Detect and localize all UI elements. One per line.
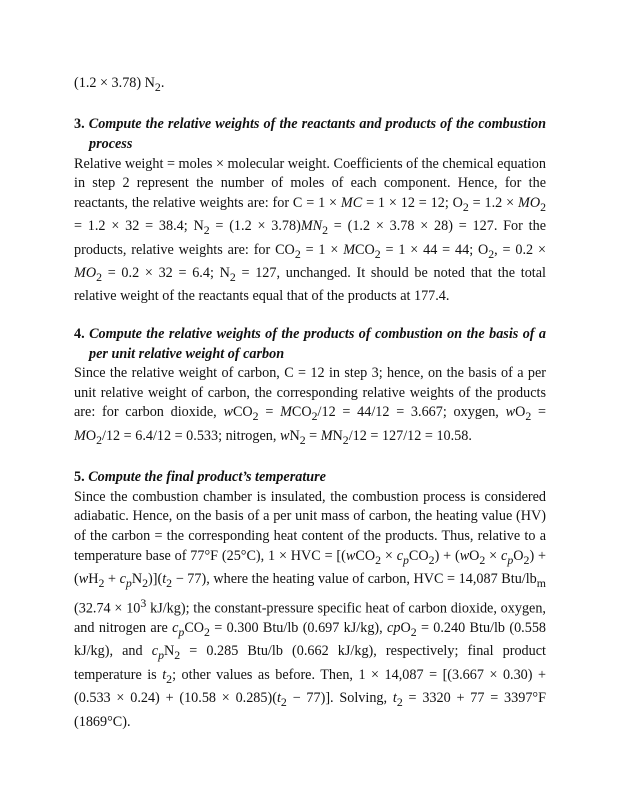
spacer [74, 307, 546, 325]
section-3-title: Compute the relative weights of the reactants and products of the combustion process [88, 116, 546, 153]
section-4-heading [74, 325, 546, 364]
spacer [74, 450, 546, 468]
section-4-body: Since the relative weight of carbon, C = 12 in step 3; hence, on the basis of a per unit relative weight of carbon, the corresponding relative weights of the products are: for carbon dioxide, $wCO_2 = MCO_2/12 = 44/12 = 3.667$; oxygen, $wO_2 = MO_2/12 = 6.4/12 = 0.533$; nitrogen, $wN_2 = MN_2/12 = 127/12 = 10.58$. [74, 365, 546, 447]
document-page [74, 74, 546, 732]
section-4-title: Compute the relative weights of the products of combustion on the basis of a per unit relative weight of carbon [89, 326, 547, 362]
section-3-heading [74, 115, 546, 154]
section-5-body: Since the combustion chamber is insulated, the combustion process is considered adiabatic. Hence, on the basis of a per unit mass of carbon, the heating value (HV) of the carbon = the corresponding heat content of the products. Thus, relative to a temperature base of 77°F (25°C), 1 × HVC = $[(wCO_2 \times c_pCO_2) + (wO_2 \times c_pO_2) + (wH_2 + c_pN_2)](t_2 - 77)$, where the heating value of carbon, HVC = 14,087 Btu/$lb_m$ ($32.74 \times 10^3$ kJ/kg); the constant-pressure specific heat of carbon dioxide, oxygen, and nitrogen are $c_pCO_2 = 0.300$ Btu/lb (0.697 kJ/kg), cpO$_2$ = 0.240 Btu/lb (0.558 kJ/kg), and $c_pN_2 = 0.285$ Btu/lb (0.662 kJ/kg), respectively; final product temperature is $t_2$; other values as before. Then, $1 \times 14,087 = [(3.667 \times 0.30) + (0.533 \times 0.24) + (10.58 \times 0.285)(t_2 - 77)]$. Solving, $t_2 = 3320 + 77 = 3397^\circ F$ (1869°C). [74, 488, 547, 730]
top-line: (1.2 × 3.78) $N_2$. [74, 75, 165, 94]
section-5-title: Compute the final product’s temperature [88, 469, 326, 486]
spacer [74, 97, 546, 115]
section-5-heading [74, 468, 546, 488]
section-3-number: 3. [74, 116, 85, 133]
section-5-number: 5. [74, 469, 85, 486]
section-4-number: 4. [74, 326, 85, 343]
section-3-body: Relative weight = moles × molecular weight. Coefficients of the chemical equation in step 2 represent the number of moles of each component. Hence, for the reactants, the relative weights are: for C = 1 × MC = 1 × 12 = 12; $O_2 = 1.2 \times MO_2 = 1.2 \times 32 = 38.4$; $N_2 = (1.2 \times 3.78)MN_2 = (1.2 \times 3.78 \times 28) = 127$. For the products, relative weights are: for $CO_2 = 1 \times MCO_2 = 1 \times 44 = 44$; $O_2$, = $0.2 \times MO_2 = 0.2 \times 32 = 6.4$; $N_2 = 127$, unchanged. It should be noted that the total relative weight of the reactants equal that of the products at 177.4. [74, 155, 547, 305]
